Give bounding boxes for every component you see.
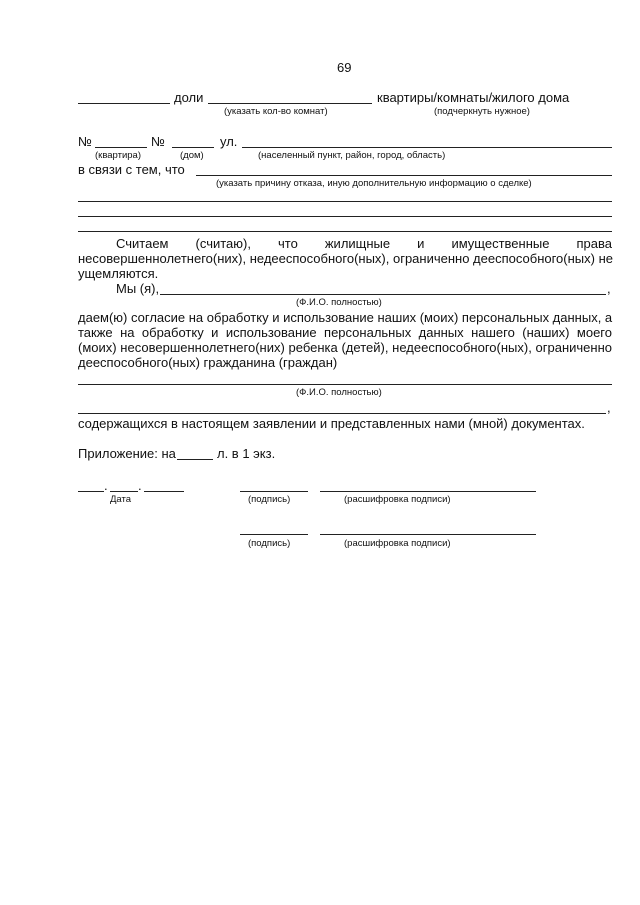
hint-apartment: (квартира) [95, 150, 142, 161]
paragraph1-line1: Считаем (считаю), что жилищные и имущественные права [116, 236, 612, 251]
decode-blank-2[interactable] [320, 534, 536, 535]
reason-blank[interactable] [196, 175, 612, 176]
date-month-blank[interactable] [110, 491, 138, 492]
reason-blank-line-2[interactable] [78, 201, 612, 202]
reason-blank-line-3[interactable] [78, 216, 612, 217]
date-day-blank[interactable] [78, 491, 104, 492]
hint-fio: (Ф.И.О. полностью) [296, 297, 382, 308]
page-number: 69 [337, 60, 352, 75]
fio-comma: , [607, 281, 611, 296]
hint-rooms: (указать кол-во комнат) [224, 106, 328, 117]
paragraph1-line3: ущемляются. [78, 266, 159, 281]
hint-house: (дом) [180, 150, 204, 161]
contained-text: содержащихся в настоящем заявлении и представленных нами (мной) документах. [78, 416, 585, 431]
house-number-sign: № [151, 134, 165, 149]
signature-blank-1[interactable] [240, 491, 308, 492]
paragraph2-line4: дееспособного(ных) гражданина (граждан) [78, 355, 338, 370]
house-blank[interactable] [172, 147, 214, 148]
hint-underline: (подчеркнуть нужное) [434, 106, 530, 117]
paragraph1-line2: несовершеннолетнего(них), недееспособного(ных), ограниченно дееспособного(ных) не [78, 251, 613, 266]
paragraph2-line3: (моих) несовершеннолетнего(них) ребенка (детей), недееспособного(ных), ограниченно [78, 340, 612, 355]
fio-blank[interactable] [160, 294, 606, 295]
reason-blank-line-4[interactable] [78, 231, 612, 232]
paragraph2-line2: также на обработку и использование персональных данных нашего (наших) моего [78, 325, 612, 340]
date-dot-2: . [138, 478, 142, 493]
appendix-prefix: Приложение: на [78, 446, 176, 461]
appendix-pages-blank[interactable] [177, 459, 213, 460]
signature-label-2: (подпись) [248, 538, 291, 549]
hint-fio-2: (Ф.И.О. полностью) [296, 387, 382, 398]
citizen-fio-blank-2[interactable] [78, 413, 606, 414]
reason-label: в связи с тем, что [78, 162, 185, 177]
share-label: доли [174, 90, 204, 105]
rooms-blank[interactable] [208, 103, 372, 104]
apartment-blank[interactable] [95, 147, 147, 148]
share-blank[interactable] [78, 103, 170, 104]
decode-label-2: (расшифровка подписи) [344, 538, 451, 549]
appendix-suffix: л. в 1 экз. [217, 446, 276, 461]
citizen-fio-blank[interactable] [78, 384, 612, 385]
decode-label-1: (расшифровка подписи) [344, 494, 451, 505]
date-dot-1: . [104, 478, 108, 493]
decode-blank-1[interactable] [320, 491, 536, 492]
hint-locality: (населенный пункт, район, город, область) [258, 150, 446, 161]
hint-reason: (указать причину отказа, иную дополнительную информацию о сделке) [216, 178, 532, 189]
fio-comma-2: , [607, 400, 611, 415]
street-blank[interactable] [242, 147, 612, 148]
signature-blank-2[interactable] [240, 534, 308, 535]
street-label: ул. [220, 134, 238, 149]
signature-label-1: (подпись) [248, 494, 291, 505]
we-label: Мы (я), [116, 281, 160, 296]
object-type-label: квартиры/комнаты/жилого дома [377, 90, 570, 105]
paragraph2-line1: даем(ю) согласие на обработку и использование наших (моих) персональных данных, а [78, 310, 613, 325]
date-label: Дата [110, 494, 132, 505]
date-year-blank[interactable] [144, 491, 184, 492]
apartment-number-sign: № [78, 134, 92, 149]
